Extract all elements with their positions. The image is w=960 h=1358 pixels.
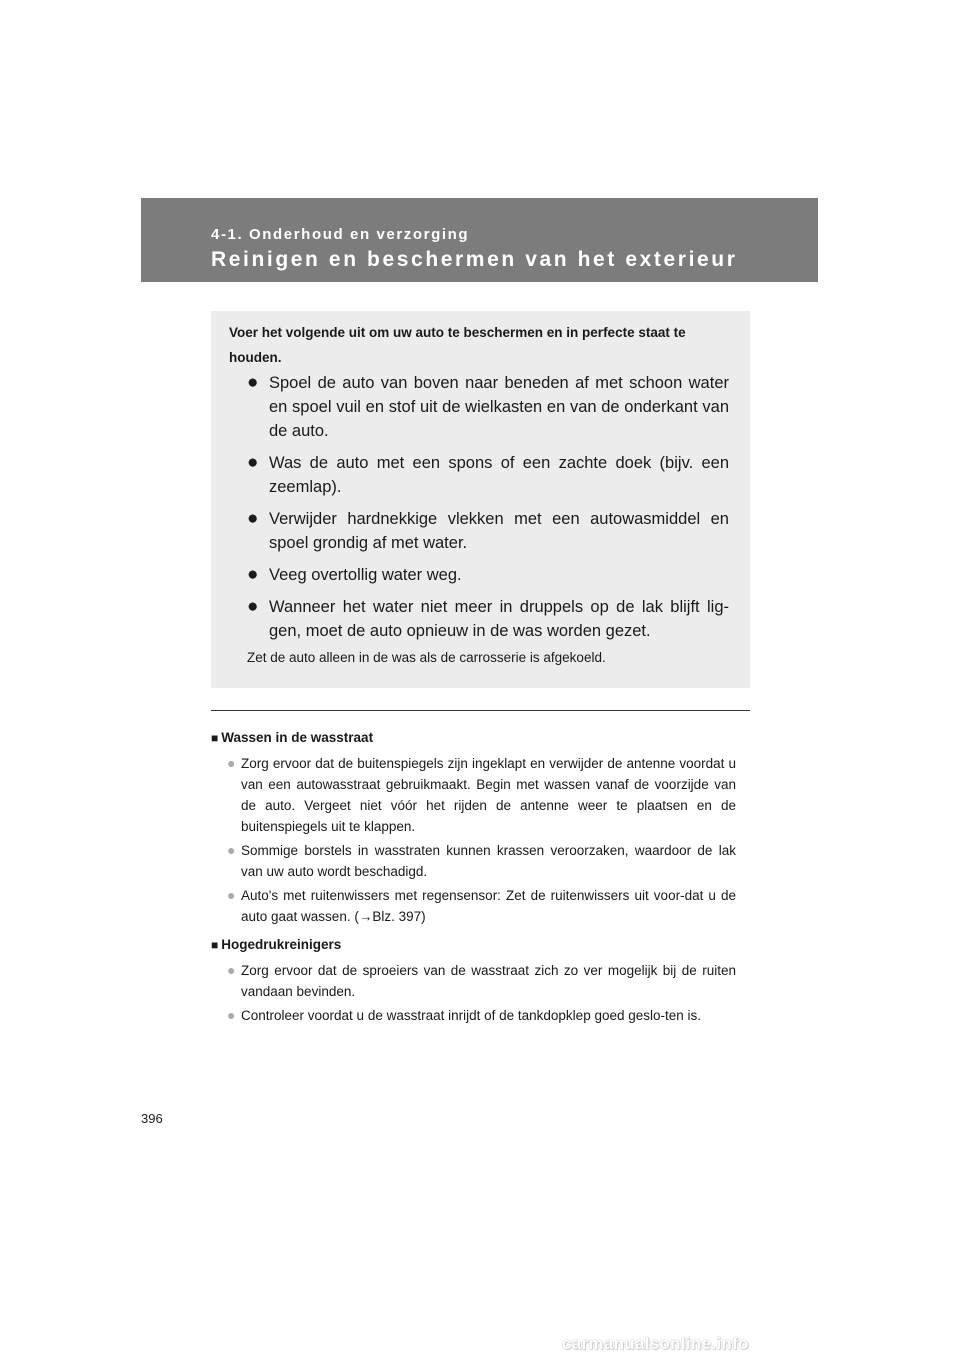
bullet-icon: ●: [227, 842, 236, 858]
list-item: [247, 507, 729, 555]
list-item: [211, 960, 736, 1002]
bullet-icon: ●: [247, 564, 259, 585]
list-item: [211, 753, 736, 837]
section-divider: [211, 710, 750, 711]
list-item-text: Wanneer het water niet meer in druppels op de lak blijft lig-gen, moet de auto opnieuw in de was worden gezet.: [269, 598, 729, 640]
watermark: carmanualsonline.info: [562, 1334, 749, 1353]
list-item-text: Was de auto met een spons of een zachte doek (bijv. een zeemlap).: [269, 454, 729, 496]
list-item-text: Spoel de auto van boven naar beneden af met schoon water en spoel vuil en stof uit de wielkasten en van de onderkant van de auto.: [269, 374, 729, 440]
page-title: Reinigen en beschermen van het exterieur: [211, 248, 738, 271]
bullet-icon: ●: [247, 508, 259, 529]
square-bullet-icon: ■: [211, 731, 219, 745]
intro-box: [211, 311, 750, 688]
bullet-icon: ●: [227, 755, 236, 771]
list-item: [247, 371, 729, 443]
subheading-pressure-washers: [211, 935, 736, 955]
list-item-text: Verwijder hardnekkige vlekken met een autowasmiddel en spoel grondig af met water.: [269, 510, 729, 552]
intro-note: Zet de auto alleen in de was als de carrosserie is afgekoeld.: [247, 650, 606, 665]
bullet-icon: ●: [227, 1007, 236, 1023]
bullet-icon: ●: [247, 452, 259, 473]
bullet-icon: ●: [227, 887, 236, 903]
pressure-washer-list: [211, 960, 736, 1026]
list-item: [247, 563, 729, 587]
section-label: 4-1. Onderhoud en verzorging: [211, 226, 470, 243]
subheading-text: Hogedrukreinigers: [221, 937, 342, 952]
list-item-text: Controleer voordat u de wasstraat inrijdt of de tankdopklep goed geslo-ten is.: [241, 1008, 702, 1023]
intro-text: Voer het volgende uit om uw auto te beschermen en in perfecte staat te houden.: [229, 325, 686, 365]
chapter-header: [141, 198, 818, 282]
list-item: [211, 885, 736, 927]
bullet-icon: ●: [227, 962, 236, 978]
list-item-text: Zorg ervoor dat de sproeiers van de wasstraat zich zo ver mogelijk bij de ruiten vandaan bevinden.: [241, 963, 736, 999]
subheading-car-wash: [211, 728, 736, 748]
car-wash-list: [211, 753, 736, 927]
procedure-list: [247, 371, 729, 651]
page-number: 396: [141, 1111, 163, 1126]
bullet-icon: ●: [247, 372, 259, 393]
list-item: [247, 595, 729, 643]
bullet-icon: ●: [247, 596, 259, 617]
list-item-text: Sommige borstels in wasstraten kunnen krassen veroorzaken, waardoor de lak van uw auto wordt beschadigd.: [241, 843, 736, 879]
list-item-text: Auto's met ruitenwissers met regensensor: Zet de ruitenwissers uit voor-dat u de auto gaat wassen. (→Blz. 397): [241, 888, 736, 924]
subheading-text: Wassen in de wasstraat: [221, 730, 374, 745]
list-item-text: Veeg overtollig water weg.: [269, 566, 462, 584]
square-bullet-icon: ■: [211, 938, 219, 952]
list-item: [211, 1005, 736, 1026]
list-item-text: Zorg ervoor dat de buitenspiegels zijn ingeklapt en verwijder de antenne voordat u van een autowasstraat gebruikmaakt. Begin met wassen vanaf de voorzijde van de auto. Vergeet niet vóór het rijden de antenne weer te plaatsen en de buitenspiegels uit te klappen.: [241, 756, 736, 834]
notes-section: [211, 728, 736, 1034]
list-item: [247, 451, 729, 499]
list-item: [211, 840, 736, 882]
